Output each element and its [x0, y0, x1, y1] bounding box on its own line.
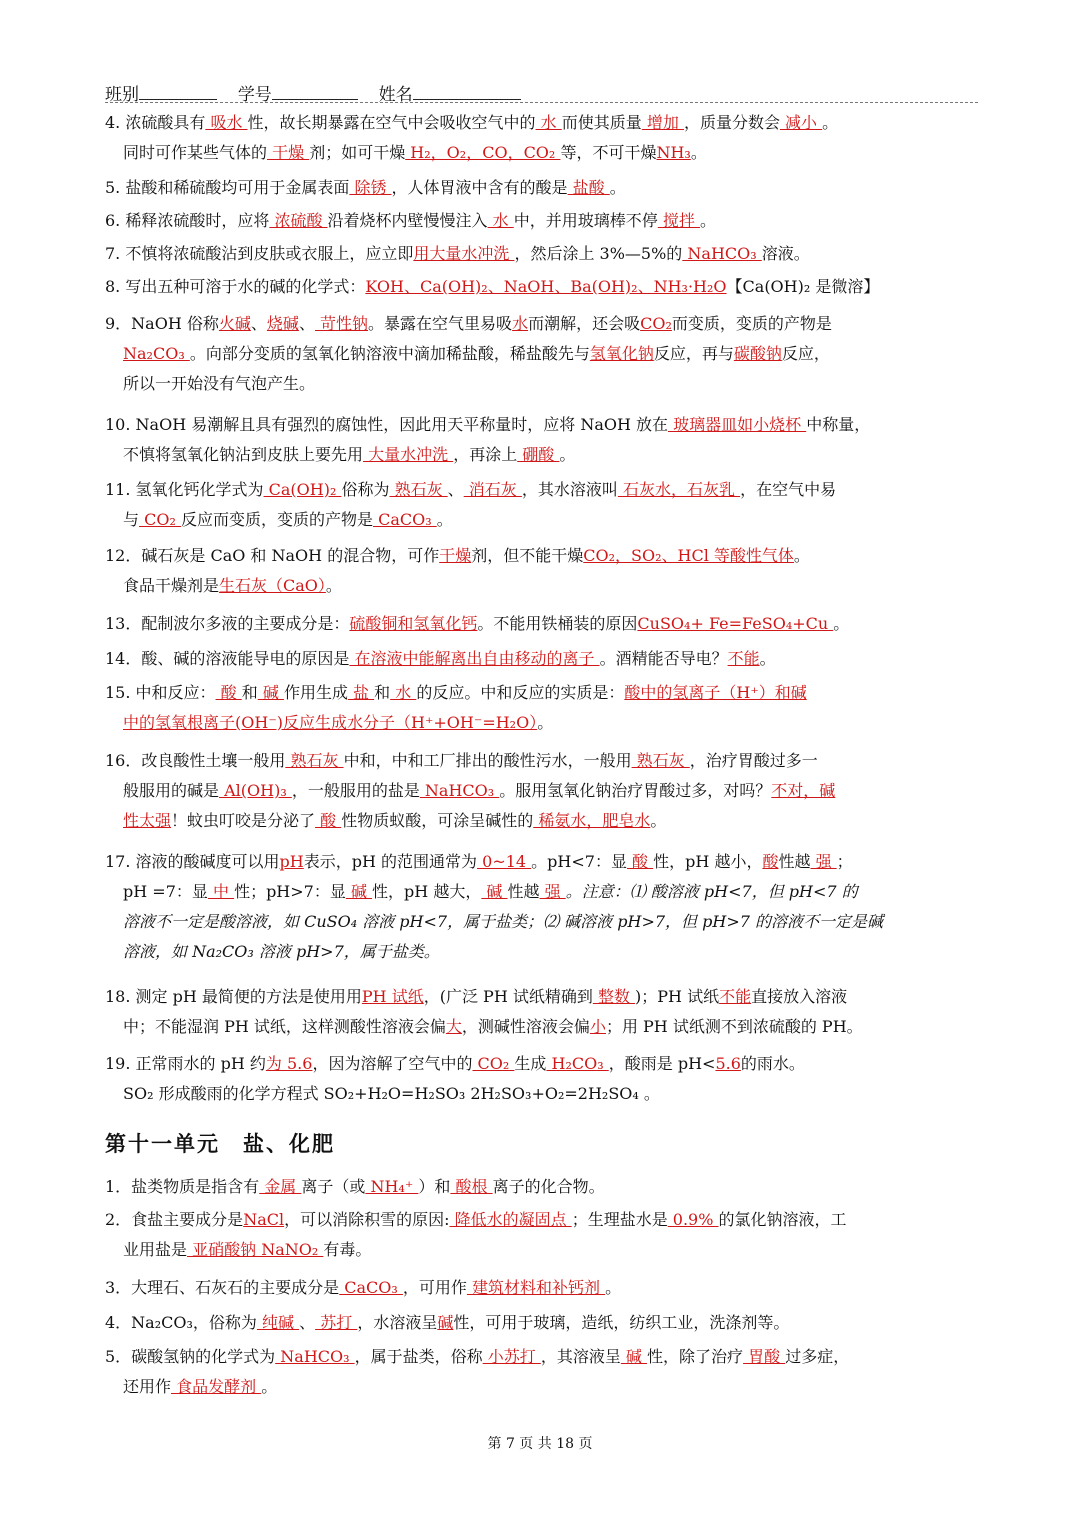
question-item [105, 847, 978, 967]
question-text: ，其水溶液叫 [521, 480, 618, 499]
question-item [105, 1342, 978, 1402]
answer-fill: NaHCO₃ [682, 244, 762, 263]
question-text: ，治疗胃酸过多一 [689, 751, 818, 770]
question-text: 与 [123, 510, 140, 529]
question-text: ，水溶液呈 [357, 1313, 438, 1332]
question-text: 3．大理石、石灰石的主要成分是 [105, 1278, 340, 1297]
question-text: 7. 不慎将浓硫酸沾到皮肤或衣服上，应立即 [105, 244, 414, 263]
answer-fill: 石灰水，石灰乳 [617, 480, 741, 499]
answer-fill: 火碱 [218, 314, 251, 333]
question-text: 离子的化合物。 [492, 1177, 605, 1196]
question-text: 。暴露在空气里易吸 [368, 314, 513, 333]
question-text: ； [836, 852, 853, 871]
answer-fill: CO₂ [472, 1054, 515, 1073]
question-text: 。 [609, 178, 626, 197]
section-title: 第十一单元 盐、化肥 [105, 1131, 335, 1156]
answer-fill: KOH、Ca(OH)₂、NaOH、Ba(OH)₂、NH₃·H₂O [365, 277, 727, 296]
question-text: 溶液。 [761, 244, 810, 263]
question-text: ！蚊虫叮咬是分泌了 [171, 811, 316, 830]
answer-fill: 强 [539, 882, 566, 901]
question-text: 还用作 [123, 1377, 172, 1396]
question-text: 溶液不一定是酸溶液，如 CuSO₄ 溶液 pH<7，属于盐类；⑵ 碱溶液 pH>7，但 pH>7 的溶液不一定是碱 [123, 912, 883, 931]
page-footer: 第 7 页 共 18 页 [487, 1436, 593, 1452]
question-text: ）和 [418, 1177, 451, 1196]
answer-fill: 纯碱 [256, 1313, 300, 1332]
question-text: 性，除了治疗 [647, 1347, 744, 1366]
question-text: 。注意：⑴ 酸溶液 pH<7，但 pH<7 的 [565, 882, 858, 901]
question-text: 业用盐是 [123, 1240, 188, 1259]
question-text: 4. 浓硫酸具有 [105, 113, 206, 132]
question-text: 8. 写出五种可溶于水的碱的化学式： [105, 277, 366, 296]
question-text: 中，并用玻璃棒不停 [513, 211, 658, 230]
answer-fill: 中的氢氧根离子(OH⁻)反应生成水分子（H⁺+OH⁻=H₂O） [123, 713, 538, 732]
question-text: ，可以消除积雪的原因: [284, 1210, 450, 1229]
answer-fill: 小 [589, 1017, 606, 1036]
question-text: 、 [298, 314, 315, 333]
answer-fill: 稀氨水，肥皂水 [533, 811, 651, 830]
question-item [105, 1205, 978, 1265]
question-text: 【Ca(OH)₂ 是微溶】 [726, 277, 880, 296]
answer-fill: 为 5.6 [265, 1054, 313, 1073]
answer-fill: 食品发酵剂 [171, 1377, 262, 1396]
question-item [105, 173, 978, 203]
question-text: 。 [699, 211, 716, 230]
answer-fill: 酸 [215, 683, 242, 702]
question-text: 俗称为 [341, 480, 390, 499]
question-item [105, 644, 978, 674]
question-text: 所以一开始没有气泡产生。 [123, 374, 316, 393]
question-text: 直接放入溶液 [751, 987, 848, 1006]
question-text: 。向部分变质的氢氧化钠溶液中滴加稀盐酸，稀盐酸先与 [189, 344, 590, 363]
student-name-field[interactable] [413, 83, 521, 100]
answer-fill: 除锈 [349, 178, 392, 197]
answer-fill: 碱 [345, 882, 373, 901]
question-text: 离子（或 [301, 1177, 366, 1196]
answer-fill: 消石灰 [463, 480, 522, 499]
answer-fill: 生石灰（CaO） [219, 576, 326, 595]
question-text: 10. NaOH 易潮解且具有强烈的腐蚀性，因此用天平称量时，应将 NaOH 放在 [105, 415, 669, 434]
question-text: ；用 PH 试纸测不到浓硫酸的 PH。 [605, 1017, 863, 1036]
answer-fill: 水 [535, 113, 562, 132]
answer-fill: 在溶液中能解离出自由移动的离子 [349, 649, 600, 668]
answer-fill: 浓硫酸 [269, 211, 328, 230]
student-name-label: 姓名 [378, 85, 413, 105]
question-text: 4．Na₂CO₃，俗称为 [105, 1313, 257, 1332]
question-text: ，人体胃液中含有的酸是 [391, 178, 568, 197]
answer-fill: 不能 [727, 649, 760, 668]
question-text: 。 [537, 713, 554, 732]
question-text: 12．碱石灰是 CaO 和 NaOH 的混合物，可作 [105, 546, 440, 565]
answer-fill: 减小 [779, 113, 823, 132]
answer-fill: 碳酸钠 [733, 344, 782, 363]
answer-fill: NaHCO₃ [275, 1347, 355, 1366]
question-text: ，然后涂上 3%—5%的 [514, 244, 683, 263]
question-text: ，酸雨是 pH< [608, 1054, 716, 1073]
question-text: 剂；如可干燥 [309, 143, 406, 162]
question-item [105, 746, 978, 836]
answer-fill: 金属 [259, 1177, 302, 1196]
question-text: ，再涂上 [453, 445, 518, 464]
question-text: 而潮解，还会吸 [528, 314, 641, 333]
answer-fill: 中 [207, 882, 235, 901]
answer-fill: CO₂，SO₂、HCl 等酸性气体 [583, 546, 794, 565]
question-text: 有毒。 [323, 1240, 372, 1259]
question-item [105, 410, 978, 470]
answer-fill: CuSO₄+ Fe=FeSO₄+Cu [637, 614, 834, 633]
question-text: 11. 氢氧化钙化学式为 [105, 480, 264, 499]
question-text: 作用生成 [283, 683, 348, 702]
answer-fill: 干燥 [439, 546, 472, 565]
answer-fill: 降低水的凝固点 [449, 1210, 572, 1229]
question-text: 18. 测定 pH 最简便的方法是使用用 [105, 987, 362, 1006]
student-info-header [105, 80, 978, 103]
answer-fill: 增加 [641, 113, 684, 132]
class-label: 班别 [105, 85, 139, 105]
answer-fill: 玻璃器皿如小烧杯 [668, 415, 807, 434]
question-text: 而变质，变质的产物是 [671, 314, 832, 333]
question-text: 食品干燥剂是 [123, 576, 220, 595]
question-text: ，测碱性溶液会偏 [461, 1017, 590, 1036]
question-text: 性，可用于玻璃，造纸，纺织工业，洗涤剂等。 [453, 1313, 790, 1332]
question-text: 中称量， [806, 415, 871, 434]
question-text: 的反应。中和反应的实质是： [416, 683, 625, 702]
answer-fill: NH₃ [656, 143, 691, 162]
question-text: 性，故长期暴露在空气中会吸收空气中的 [247, 113, 536, 132]
question-text: 。 [793, 546, 810, 565]
question-text: ，可用作 [402, 1278, 467, 1297]
answer-fill: 碱 [437, 1313, 454, 1332]
question-item [105, 1273, 978, 1303]
answer-fill: 熟石灰 [631, 751, 690, 770]
question-text: 14．酸、碱的溶液能导电的原因是 [105, 649, 350, 668]
answer-fill: 建筑材料和补钙剂 [466, 1278, 606, 1297]
answer-fill: pH [279, 852, 304, 871]
question-text: 6. 稀释浓硫酸时，应将 [105, 211, 270, 230]
question-text: 而使其质量 [561, 113, 642, 132]
question-text: 19. 正常雨水的 pH 约 [105, 1054, 266, 1073]
answer-fill: NaCl [243, 1210, 285, 1229]
question-text: 。 [605, 1278, 622, 1297]
question-text: 5. 盐酸和稀硫酸均可用于金属表面 [105, 178, 350, 197]
answer-fill: 盐酸 [567, 178, 610, 197]
answer-fill: NaHCO₃ [419, 781, 500, 800]
question-text: 性，pH 越大， [372, 882, 482, 901]
answer-fill: 搅拌 [657, 211, 700, 230]
answer-fill: 5.6 [715, 1054, 741, 1073]
question-text: 等，不可干燥 [560, 143, 657, 162]
answer-fill: 硫酸铜和氢氧化钙 [349, 614, 478, 633]
answer-fill: 水 [512, 314, 529, 333]
answer-fill: 干燥 [267, 143, 310, 162]
question-text: ，在空气中易 [740, 480, 837, 499]
question-text: 5．碳酸氢钠的化学式为 [105, 1347, 276, 1366]
question-text: 性物质蚁酸，可涂呈碱性的 [341, 811, 534, 830]
question-text: ，一般服用的盐是 [291, 781, 420, 800]
question-text: 。 [822, 113, 839, 132]
question-item [105, 609, 978, 639]
question-text: 性，pH 越小， [653, 852, 763, 871]
answer-fill: CaCO₃ [339, 1278, 403, 1297]
question-text: 、 [250, 314, 267, 333]
answer-fill: 苏打 [315, 1313, 358, 1332]
answer-fill: 烧碱 [266, 314, 299, 333]
question-text: 15. 中和反应： [105, 683, 216, 702]
question-text: 。pH<7：显 [531, 852, 627, 871]
answer-fill: 酸 [626, 852, 654, 871]
question-text: 。 [436, 510, 453, 529]
answer-fill: 性太强 [123, 811, 172, 830]
answer-fill: 酸 [762, 852, 779, 871]
question-item [105, 1308, 978, 1338]
answer-fill: 碱 [481, 882, 508, 901]
question-item [105, 272, 978, 302]
question-text: ；生理盐水是 [571, 1210, 668, 1229]
question-text: 生成 [514, 1054, 547, 1073]
question-text: 性；pH>7：显 [234, 882, 346, 901]
answer-fill: 0.9% [667, 1210, 719, 1229]
answer-fill: 吸水 [205, 113, 248, 132]
question-text: 。 [833, 614, 850, 633]
question-item [105, 1172, 978, 1202]
question-text: 2．食盐主要成分是 [105, 1210, 244, 1229]
answer-fill: CO₂ [640, 314, 672, 333]
question-text: )；PH 试纸 [635, 987, 720, 1006]
question-text: 。 [650, 811, 667, 830]
question-item [105, 206, 978, 236]
question-text: 和 [241, 683, 258, 702]
question-text: 表示，pH 的范围通常为 [303, 852, 478, 871]
question-text: 。 [559, 445, 576, 464]
answer-fill: CaCO₃ [372, 510, 437, 529]
question-text: 中和，中和工厂排出的酸性污水，一般用 [343, 751, 632, 770]
student-id-field[interactable] [272, 83, 358, 100]
answer-fill: 整数 [592, 987, 636, 1006]
question-text: 性越 [507, 882, 540, 901]
answer-fill: 强 [810, 852, 837, 871]
question-text: 、 [447, 480, 464, 499]
answer-fill: 0~14 [477, 852, 532, 871]
question-text: 的雨水。 [740, 1054, 805, 1073]
question-text: 反应，再与 [653, 344, 734, 363]
answer-fill: 碱 [257, 683, 284, 702]
question-text: 。 [325, 576, 342, 595]
answer-fill: NH₄⁺ [365, 1177, 419, 1196]
question-text: ，质量分数会 [683, 113, 780, 132]
question-text: 和 [374, 683, 391, 702]
answer-fill: 酸根 [450, 1177, 493, 1196]
answer-fill: 亚硝酸钠 NaNO₂ [187, 1240, 324, 1259]
answer-fill: 用大量水冲洗 [413, 244, 515, 263]
question-text: 的氯化钠溶液，工 [718, 1210, 847, 1229]
answer-fill: 硼酸 [517, 445, 560, 464]
answer-fill: 水 [487, 211, 514, 230]
question-text: 13．配制波尔多液的主要成分是： [105, 614, 350, 633]
answer-fill: 大量水冲洗 [363, 445, 454, 464]
question-text: ，因为溶解了空气中的 [312, 1054, 473, 1073]
question-item [105, 108, 978, 168]
question-text: 。服用氢氧化钠治疗胃酸过多，对吗？ [499, 781, 772, 800]
answer-fill: Na₂CO₃ [123, 344, 190, 363]
question-text: ，属于盐类，俗称 [354, 1347, 483, 1366]
question-text: 。 [690, 143, 707, 162]
question-text: 9．NaOH 俗称 [105, 314, 219, 333]
question-text: 1．盐类物质是指含有 [105, 1177, 260, 1196]
question-text: 剂，但不能干燥 [471, 546, 584, 565]
question-text: 不慎将氢氧化钠沾到皮肤上要先用 [123, 445, 364, 464]
question-item [105, 982, 978, 1042]
question-text: 。 [759, 649, 776, 668]
question-item [105, 1049, 978, 1109]
question-item [105, 475, 978, 535]
answer-fill: 熟石灰 [285, 751, 344, 770]
question-text: 17. 溶液的酸碱度可以用 [105, 852, 280, 871]
answer-fill: 碱 [620, 1347, 648, 1366]
answer-fill: Ca(OH)₂ [263, 480, 342, 499]
question-text: 反应， [781, 344, 830, 363]
question-text: 溶液，如 Na₂CO₃ 溶液 pH>7，属于盐类。 [123, 942, 440, 961]
answer-fill: 苛性钠 [314, 314, 369, 333]
question-text: 、 [299, 1313, 316, 1332]
question-text: 16．改良酸性土壤一般用 [105, 751, 286, 770]
answer-fill: H₂，O₂，CO，CO₂ [405, 143, 561, 162]
question-text: 沿着烧杯内壁慢慢注入 [327, 211, 488, 230]
answer-fill: CO₂ [139, 510, 181, 529]
question-text: 性越 [778, 852, 811, 871]
answer-fill: 水 [390, 683, 417, 702]
student-id-label: 学号 [237, 85, 272, 105]
answer-fill: 不对，碱 [771, 781, 836, 800]
answer-fill: 盐 [347, 683, 375, 702]
question-text: 。不能用铁桶装的原因 [477, 614, 638, 633]
answer-fill: 熟石灰 [389, 480, 448, 499]
question-text: ，(广泛 PH 试纸精确到 [423, 987, 593, 1006]
answer-fill: H₂CO₃ [546, 1054, 609, 1073]
class-field[interactable] [139, 83, 217, 100]
question-item [105, 309, 978, 399]
answer-fill: 胃酸 [743, 1347, 786, 1366]
answer-fill: PH 试纸 [361, 987, 424, 1006]
question-text: 过多症， [785, 1347, 850, 1366]
question-text: SO₂ 形成酸雨的化学方程式 SO₂+H₂O=H₂SO₃ 2H₂SO₃+O₂=2H₂SO₄ 。 [123, 1084, 660, 1103]
question-text: 反应而变质，变质的产物是 [180, 510, 373, 529]
answer-fill: Al(OH)₃ [219, 781, 292, 800]
question-item [105, 678, 978, 738]
answer-fill: 酸中的氢离子（H⁺）和碱 [624, 683, 807, 702]
question-text: 同时可作某些气体的 [123, 143, 268, 162]
question-text: ，其溶液呈 [540, 1347, 621, 1366]
question-text: 。酒精能否导电？ [599, 649, 728, 668]
answer-fill: 酸 [315, 811, 342, 830]
question-text: pH =7：显 [123, 882, 208, 901]
answer-fill: 小苏打 [482, 1347, 541, 1366]
answer-fill: 不能 [719, 987, 752, 1006]
question-text: 。 [261, 1377, 278, 1396]
question-item [105, 541, 978, 601]
question-item [105, 239, 978, 269]
question-text: 中；不能湿润 PH 试纸，这样测酸性溶液会偏 [123, 1017, 446, 1036]
question-text: 般服用的碱是 [123, 781, 220, 800]
answer-fill: 大 [445, 1017, 462, 1036]
answer-fill: 氢氧化钠 [589, 344, 654, 363]
